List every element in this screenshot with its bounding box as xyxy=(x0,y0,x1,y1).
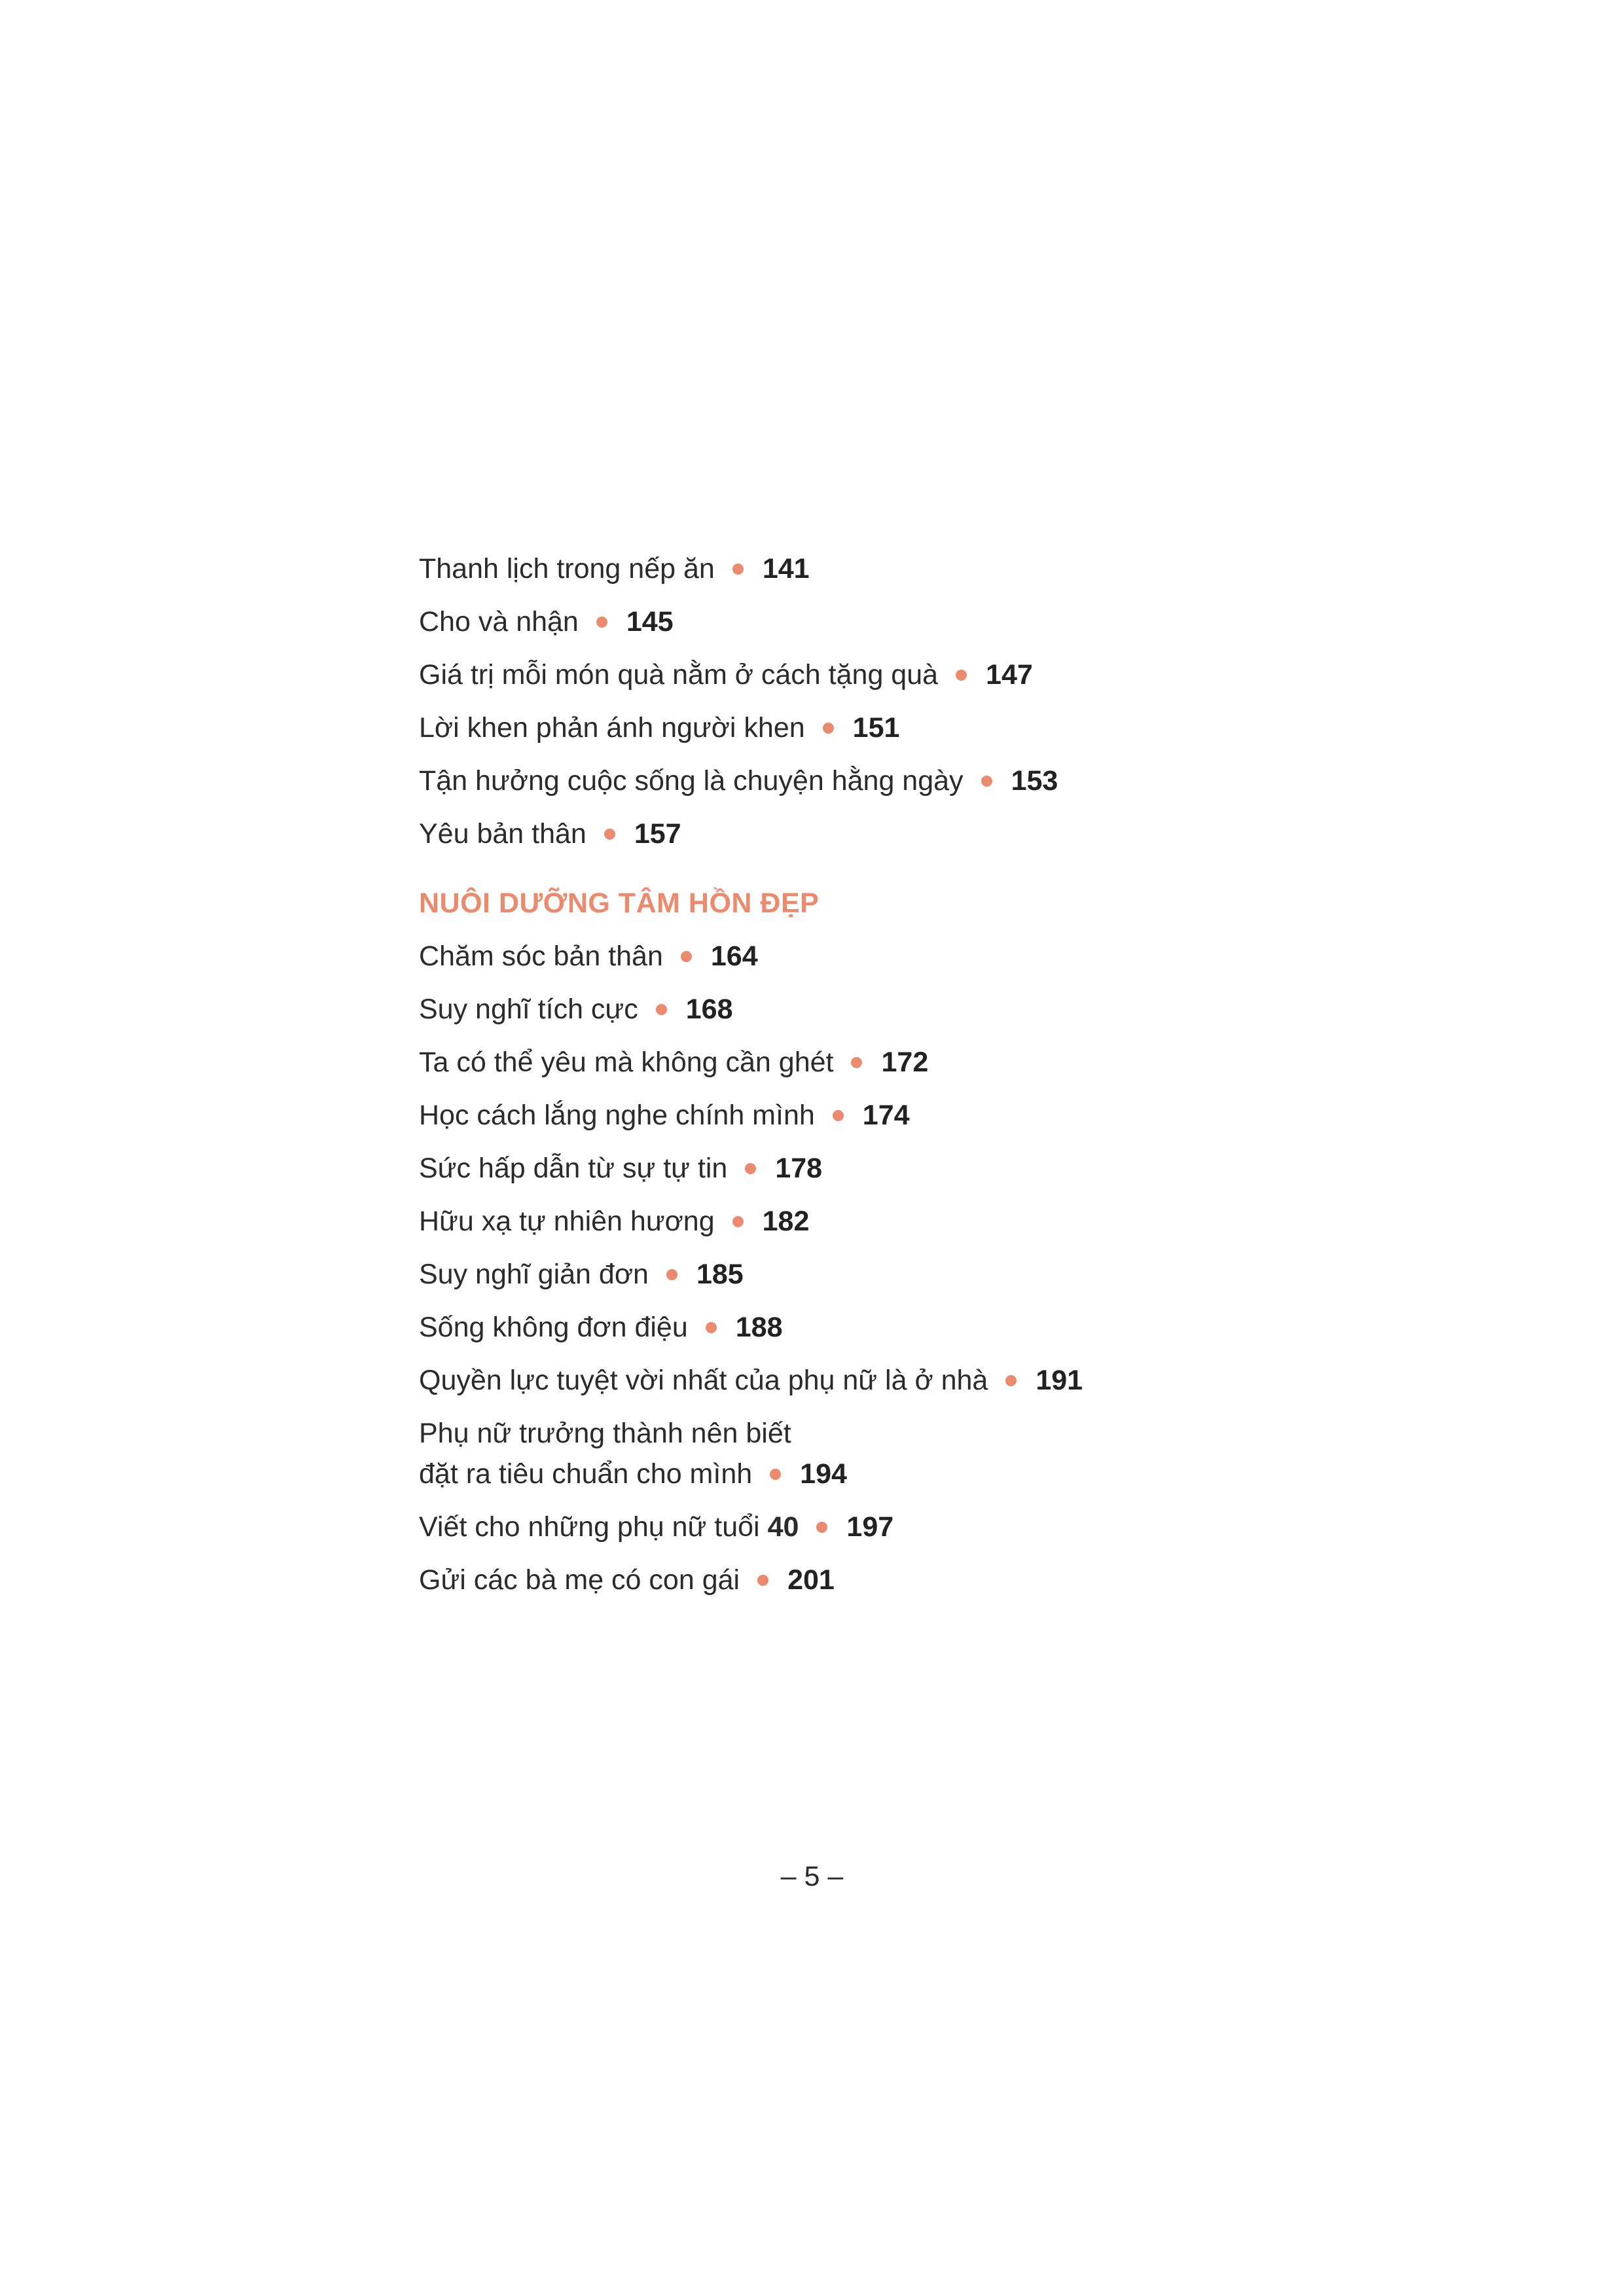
bullet-dot-icon xyxy=(1005,1375,1017,1386)
toc-entry[interactable] xyxy=(419,548,1335,589)
toc-entry-title: Tận hưởng cuộc sống là chuyện hằng ngày xyxy=(419,765,964,797)
toc-entry[interactable] xyxy=(419,601,1335,642)
toc-entry-title-line2: đặt ra tiêu chuẩn cho mình xyxy=(419,1458,753,1490)
toc-entry[interactable] xyxy=(419,1095,1335,1136)
bullet-dot-icon xyxy=(681,951,692,962)
toc-entry-page: 197 xyxy=(846,1511,894,1543)
toc-entry-title: Thanh lịch trong nếp ăn xyxy=(419,553,715,584)
toc-entry[interactable] xyxy=(419,1254,1335,1295)
section-heading: NUÔI DƯỠNG TÂM HỒN ĐẸP xyxy=(419,888,820,919)
bullet-dot-icon xyxy=(596,617,607,628)
toc-entry[interactable] xyxy=(419,1560,1335,1600)
toc-entry[interactable] xyxy=(419,1307,1335,1348)
toc-entry[interactable] xyxy=(419,989,1335,1030)
toc-entry-page: 188 xyxy=(735,1312,783,1343)
bullet-dot-icon xyxy=(981,776,992,787)
bullet-dot-icon xyxy=(745,1163,756,1174)
bullet-dot-icon xyxy=(816,1522,827,1533)
toc-entry[interactable] xyxy=(419,1148,1335,1189)
toc-entry-title-line1: Phụ nữ trưởng thành nên biết xyxy=(419,1418,791,1449)
toc-entry-page: 201 xyxy=(787,1564,835,1596)
toc-entry-page: 178 xyxy=(775,1153,823,1184)
toc-entry-page: 145 xyxy=(626,606,674,637)
toc-entry-page: 157 xyxy=(634,818,681,850)
toc-entry-title: Học cách lắng nghe chính mình xyxy=(419,1100,815,1131)
bullet-dot-icon xyxy=(757,1575,768,1586)
toc-entry[interactable] xyxy=(419,936,1335,977)
toc-entry-title: Sống không đơn điệu xyxy=(419,1312,688,1343)
toc-entry-page: 194 xyxy=(800,1458,847,1490)
bullet-dot-icon xyxy=(851,1057,862,1068)
toc-entry[interactable] xyxy=(419,708,1335,748)
toc-entry-title: Giá trị mỗi món quà nằm ở cách tặng quà xyxy=(419,659,939,691)
toc-entry-title: Cho và nhận xyxy=(419,606,579,637)
table-of-contents xyxy=(419,548,1335,1613)
bullet-dot-icon xyxy=(732,1216,744,1227)
toc-entry[interactable] xyxy=(419,1201,1335,1242)
toc-entry[interactable] xyxy=(419,814,1335,854)
toc-entry-page: 151 xyxy=(852,712,900,744)
toc-entry-title: Yêu bản thân xyxy=(419,818,586,850)
toc-entry-title: Chăm sóc bản thân xyxy=(419,941,663,972)
bullet-dot-icon xyxy=(666,1269,677,1280)
toc-entry[interactable] xyxy=(419,655,1335,695)
bullet-dot-icon xyxy=(833,1110,844,1121)
toc-entry-title: Suy nghĩ giản đơn xyxy=(419,1259,649,1290)
bullet-dot-icon xyxy=(656,1004,667,1015)
toc-entry[interactable] xyxy=(419,1413,1335,1494)
toc-entry-page: 185 xyxy=(696,1259,744,1290)
toc-entry-page: 164 xyxy=(710,941,758,972)
bullet-dot-icon xyxy=(770,1469,781,1480)
toc-entry-page: 172 xyxy=(881,1047,929,1078)
bullet-dot-icon xyxy=(706,1322,717,1333)
bullet-dot-icon xyxy=(732,564,744,575)
toc-entry-title: Ta có thể yêu mà không cần ghét xyxy=(419,1047,834,1078)
toc-entry-title: Quyền lực tuyệt vời nhất của phụ nữ là ở nhà xyxy=(419,1365,988,1396)
toc-entry[interactable] xyxy=(419,761,1335,801)
toc-entry-page: 174 xyxy=(862,1100,910,1131)
toc-entry[interactable] xyxy=(419,1042,1335,1083)
bullet-dot-icon xyxy=(823,723,834,734)
toc-entry-title-bold: 40 xyxy=(767,1511,799,1543)
toc-entry-title: Sức hấp dẫn từ sự tự tin xyxy=(419,1153,728,1184)
toc-entry[interactable] xyxy=(419,1360,1335,1401)
toc-entry-title: Lời khen phản ánh người khen xyxy=(419,712,805,744)
toc-entry[interactable] xyxy=(419,1507,1335,1547)
toc-entry-page: 191 xyxy=(1036,1365,1083,1396)
toc-entry-title: Hữu xạ tự nhiên hương xyxy=(419,1206,715,1237)
toc-entry-title: Suy nghĩ tích cực xyxy=(419,994,638,1025)
page-number: – 5 – xyxy=(780,1861,844,1892)
toc-entry-page: 168 xyxy=(685,994,733,1025)
bullet-dot-icon xyxy=(956,670,967,681)
toc-entry-page: 182 xyxy=(762,1206,810,1237)
toc-entry-title: Viết cho những phụ nữ tuổi xyxy=(419,1511,760,1543)
toc-entry-page: 141 xyxy=(762,553,810,584)
bullet-dot-icon xyxy=(604,829,615,840)
toc-entry-title: Gửi các bà mẹ có con gái xyxy=(419,1564,740,1596)
toc-entry-page: 147 xyxy=(986,659,1033,691)
toc-entry-page: 153 xyxy=(1011,765,1058,797)
